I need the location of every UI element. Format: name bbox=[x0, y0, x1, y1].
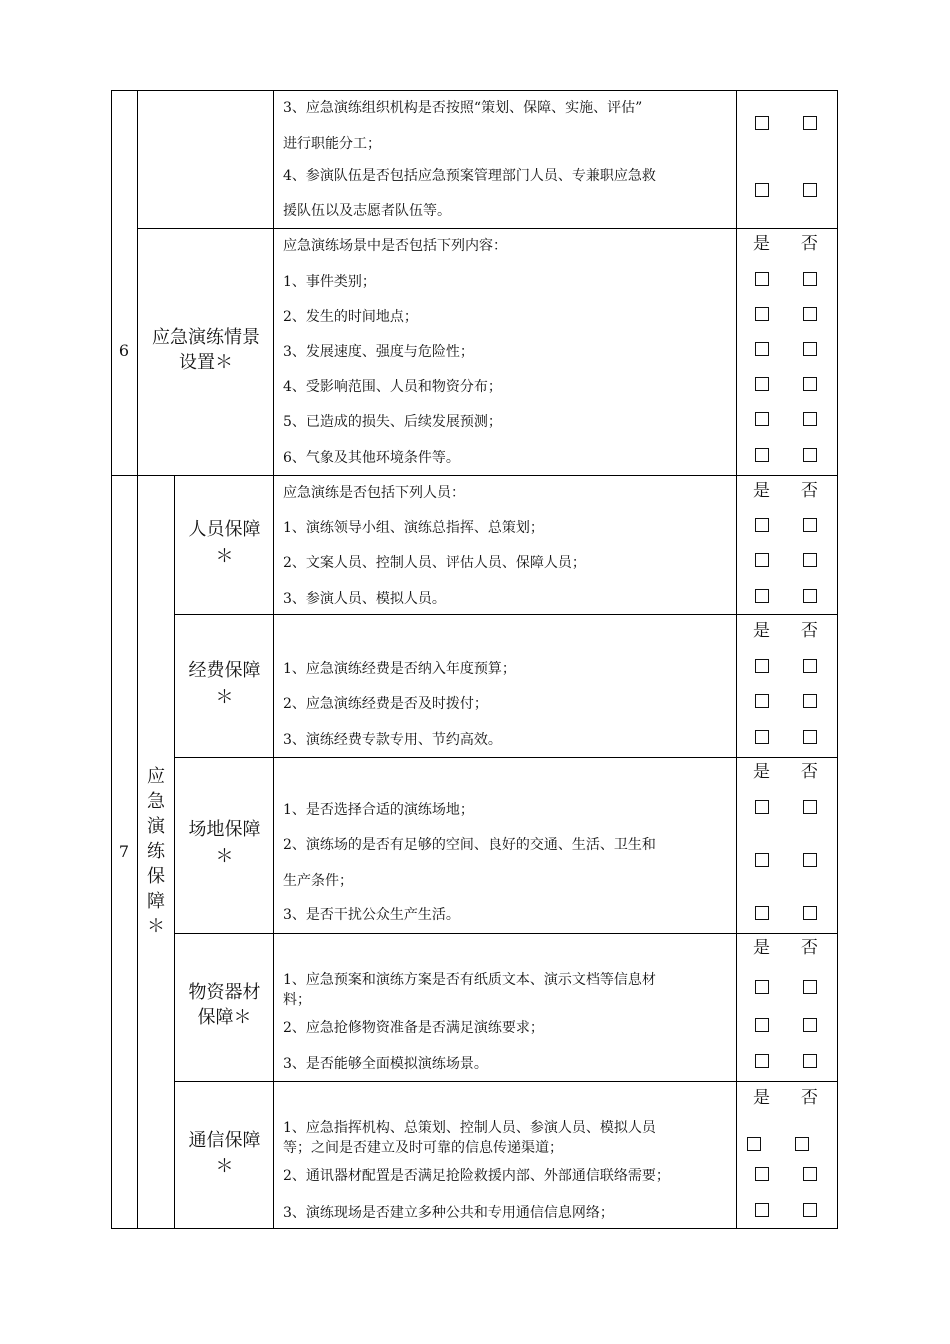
checkbox-yes[interactable] bbox=[755, 1018, 769, 1032]
checkbox-no[interactable] bbox=[803, 853, 817, 867]
yes-header: 是 bbox=[753, 621, 770, 641]
checkbox-no[interactable] bbox=[803, 183, 817, 197]
table-border-top bbox=[111, 90, 838, 91]
list-item: 3、发展速度、强度与危险性； bbox=[283, 344, 474, 360]
question-intro: 应急演练是否包括下列人员： bbox=[283, 485, 465, 501]
checkbox-yes[interactable] bbox=[755, 1054, 769, 1068]
list-item: 援队伍以及志愿者队伍等。 bbox=[283, 203, 451, 219]
checkbox-no[interactable] bbox=[803, 906, 817, 920]
list-item: 料； bbox=[283, 992, 311, 1008]
checkbox-no[interactable] bbox=[795, 1137, 809, 1151]
list-item: 3、参演人员、模拟人员。 bbox=[283, 591, 446, 607]
list-item: 4、受影响范围、人员和物资分布； bbox=[283, 379, 502, 395]
category-char: 急 bbox=[147, 791, 165, 812]
list-item: 2、通讯器材配置是否满足抢险救援内部、外部通信联络需要； bbox=[283, 1168, 670, 1184]
category-char: 应 bbox=[147, 766, 165, 787]
checkbox-yes[interactable] bbox=[755, 694, 769, 708]
checkbox-no[interactable] bbox=[803, 694, 817, 708]
checkbox-yes[interactable] bbox=[755, 1167, 769, 1181]
checkbox-yes[interactable] bbox=[747, 1137, 761, 1151]
yes-header: 是 bbox=[753, 234, 770, 254]
checkbox-no[interactable] bbox=[803, 412, 817, 426]
checkbox-no[interactable] bbox=[803, 730, 817, 744]
checkbox-yes[interactable] bbox=[755, 307, 769, 321]
checkbox-yes[interactable] bbox=[755, 730, 769, 744]
list-item: 2、发生的时间地点； bbox=[283, 309, 418, 325]
list-item: 3、演练经费专款专用、节约高效。 bbox=[283, 732, 502, 748]
list-item: 1、应急指挥机构、总策划、控制人员、参演人员、模拟人员 bbox=[283, 1120, 656, 1136]
category-label: 设置＊ bbox=[179, 352, 233, 373]
category-char: ＊ bbox=[147, 916, 165, 937]
subcategory-label: 经费保障 bbox=[188, 660, 261, 681]
list-item: 生产条件； bbox=[283, 873, 353, 889]
checkbox-no[interactable] bbox=[803, 800, 817, 814]
list-item: 2、演练场的是否有足够的空间、良好的交通、生活、卫生和 bbox=[283, 837, 656, 853]
checkbox-no[interactable] bbox=[803, 980, 817, 994]
checkbox-yes[interactable] bbox=[755, 448, 769, 462]
subcategory-label: ＊ bbox=[215, 687, 234, 708]
list-item: 3、是否能够全面模拟演练场景。 bbox=[283, 1056, 488, 1072]
list-item: 1、事件类别； bbox=[283, 274, 376, 290]
checkbox-yes[interactable] bbox=[755, 518, 769, 532]
checkbox-yes[interactable] bbox=[755, 377, 769, 391]
checkbox-yes[interactable] bbox=[755, 906, 769, 920]
category-char: 障 bbox=[147, 891, 165, 912]
category-char: 保 bbox=[147, 866, 165, 887]
checkbox-yes[interactable] bbox=[755, 116, 769, 130]
list-item: 进行职能分工； bbox=[283, 136, 381, 152]
row-number: 7 bbox=[118, 842, 130, 861]
row-divider-materials bbox=[174, 933, 837, 934]
checkbox-no[interactable] bbox=[803, 1018, 817, 1032]
list-item: 4、参演队伍是否包括应急预案管理部门人员、专兼职应急救 bbox=[283, 168, 656, 184]
checkbox-yes[interactable] bbox=[755, 272, 769, 286]
row-divider-venue bbox=[174, 757, 837, 758]
list-item: 等；之间是否建立及时可靠的信息传递渠道； bbox=[283, 1140, 563, 1156]
checkbox-yes[interactable] bbox=[755, 853, 769, 867]
checkbox-yes[interactable] bbox=[755, 589, 769, 603]
checkbox-yes[interactable] bbox=[755, 1203, 769, 1217]
question-intro: 应急演练场景中是否包括下列内容： bbox=[283, 238, 507, 254]
subcategory-label: ＊ bbox=[215, 546, 234, 567]
list-item: 2、应急抢修物资准备是否满足演练要求； bbox=[283, 1020, 544, 1036]
checkbox-no[interactable] bbox=[803, 377, 817, 391]
row-number: 6 bbox=[118, 341, 130, 360]
checkbox-yes[interactable] bbox=[755, 980, 769, 994]
no-header: 否 bbox=[801, 1088, 818, 1108]
checkbox-yes[interactable] bbox=[755, 553, 769, 567]
checkbox-no[interactable] bbox=[803, 1203, 817, 1217]
subcategory-label: 人员保障 bbox=[188, 519, 261, 540]
list-item: 1、是否选择合适的演练场地； bbox=[283, 802, 474, 818]
yes-header: 是 bbox=[753, 938, 770, 958]
list-item: 1、演练领导小组、演练总指挥、总策划； bbox=[283, 520, 544, 536]
no-header: 否 bbox=[801, 234, 818, 254]
no-header: 否 bbox=[801, 762, 818, 782]
row-divider-communication bbox=[174, 1081, 837, 1082]
category-char: 练 bbox=[147, 841, 165, 862]
list-item: 2、应急演练经费是否及时拨付； bbox=[283, 696, 488, 712]
yes-header: 是 bbox=[753, 481, 770, 501]
subcategory-label: 场地保障 bbox=[188, 819, 261, 840]
subcategory-label: ＊ bbox=[215, 846, 234, 867]
checkbox-no[interactable] bbox=[803, 116, 817, 130]
subcategory-label: 保障＊ bbox=[197, 1007, 252, 1028]
col-divider-number bbox=[137, 90, 138, 1229]
checkbox-no[interactable] bbox=[803, 448, 817, 462]
list-item: 1、应急预案和演练方案是否有纸质文本、演示文档等信息材 bbox=[283, 972, 656, 988]
row-divider-6 bbox=[137, 228, 837, 229]
checkbox-no[interactable] bbox=[803, 307, 817, 321]
subcategory-label: ＊ bbox=[215, 1156, 234, 1177]
checkbox-no[interactable] bbox=[803, 518, 817, 532]
list-item: 5、已造成的损失、后续发展预测； bbox=[283, 414, 502, 430]
no-header: 否 bbox=[801, 481, 818, 501]
checkbox-no[interactable] bbox=[803, 589, 817, 603]
checkbox-no[interactable] bbox=[803, 553, 817, 567]
col-divider-subcategory bbox=[174, 475, 175, 1229]
table-border-right bbox=[837, 90, 838, 1229]
checkbox-no[interactable] bbox=[803, 342, 817, 356]
list-item: 3、应急演练组织机构是否按照“策划、保障、实施、评估” bbox=[283, 100, 643, 116]
row-divider-7 bbox=[111, 475, 838, 476]
checkbox-no[interactable] bbox=[803, 1167, 817, 1181]
subcategory-label: 通信保障 bbox=[188, 1130, 261, 1151]
col-divider-category bbox=[273, 90, 274, 1229]
checkbox-yes[interactable] bbox=[755, 412, 769, 426]
checkbox-no[interactable] bbox=[803, 659, 817, 673]
checkbox-yes[interactable] bbox=[755, 183, 769, 197]
checkbox-no[interactable] bbox=[803, 1054, 817, 1068]
no-header: 否 bbox=[801, 621, 818, 641]
list-item: 1、应急演练经费是否纳入年度预算； bbox=[283, 661, 516, 677]
list-item: 3、演练现场是否建立多种公共和专用通信信息网络； bbox=[283, 1205, 614, 1221]
table-border-bottom bbox=[111, 1228, 838, 1229]
subcategory-label: 物资器材 bbox=[188, 982, 261, 1003]
list-item: 6、气象及其他环境条件等。 bbox=[283, 450, 460, 466]
category-char: 演 bbox=[147, 816, 165, 837]
checkbox-no[interactable] bbox=[803, 272, 817, 286]
checkbox-yes[interactable] bbox=[755, 800, 769, 814]
yes-header: 是 bbox=[753, 762, 770, 782]
col-divider-checks bbox=[736, 90, 737, 1229]
row-divider-funding bbox=[174, 614, 837, 615]
table-border-left bbox=[111, 90, 112, 1229]
checkbox-yes[interactable] bbox=[755, 659, 769, 673]
list-item: 3、是否干扰公众生产生活。 bbox=[283, 907, 460, 923]
list-item: 2、文案人员、控制人员、评估人员、保障人员； bbox=[283, 555, 586, 571]
no-header: 否 bbox=[801, 938, 818, 958]
category-label: 应急演练情景 bbox=[152, 327, 260, 348]
checkbox-yes[interactable] bbox=[755, 342, 769, 356]
yes-header: 是 bbox=[753, 1088, 770, 1108]
